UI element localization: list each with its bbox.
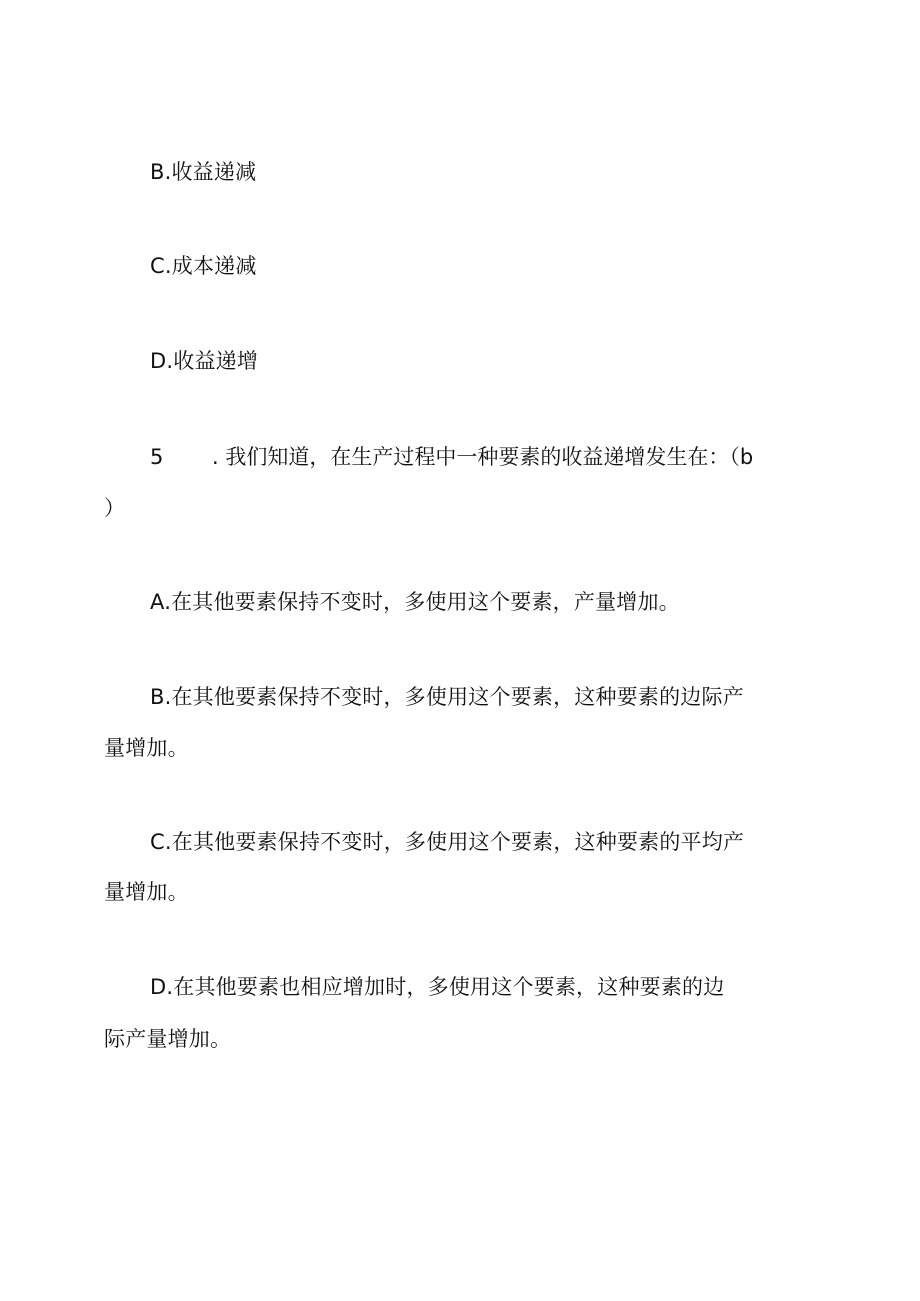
option-d-line1: D.在其他要素也相应增加时，多使用这个要素，这种要素的边 [150, 975, 725, 999]
question-text: . 我们知道，在生产过程中一种要素的收益递增发生在：（b [212, 445, 754, 469]
option-c-line2: 量增加。 [104, 880, 189, 904]
option-a: A.在其他要素保持不变时，多使用这个要素，产量增加。 [150, 590, 680, 614]
option-b-line1: B.在其他要素保持不变时，多使用这个要素，这种要素的边际产 [150, 685, 744, 709]
prev-option-b: B.收益递减 [150, 160, 257, 184]
prev-option-d: D.收益递增 [150, 349, 259, 373]
option-d-line2: 际产量增加。 [104, 1027, 232, 1051]
question-number: 5 [150, 445, 164, 469]
question-text-tail: ） [104, 496, 125, 520]
option-b-line2: 量增加。 [104, 736, 189, 760]
prev-option-c: C.成本递减 [150, 254, 257, 278]
option-c-line1: C.在其他要素保持不变时，多使用这个要素，这种要素的平均产 [150, 830, 745, 854]
